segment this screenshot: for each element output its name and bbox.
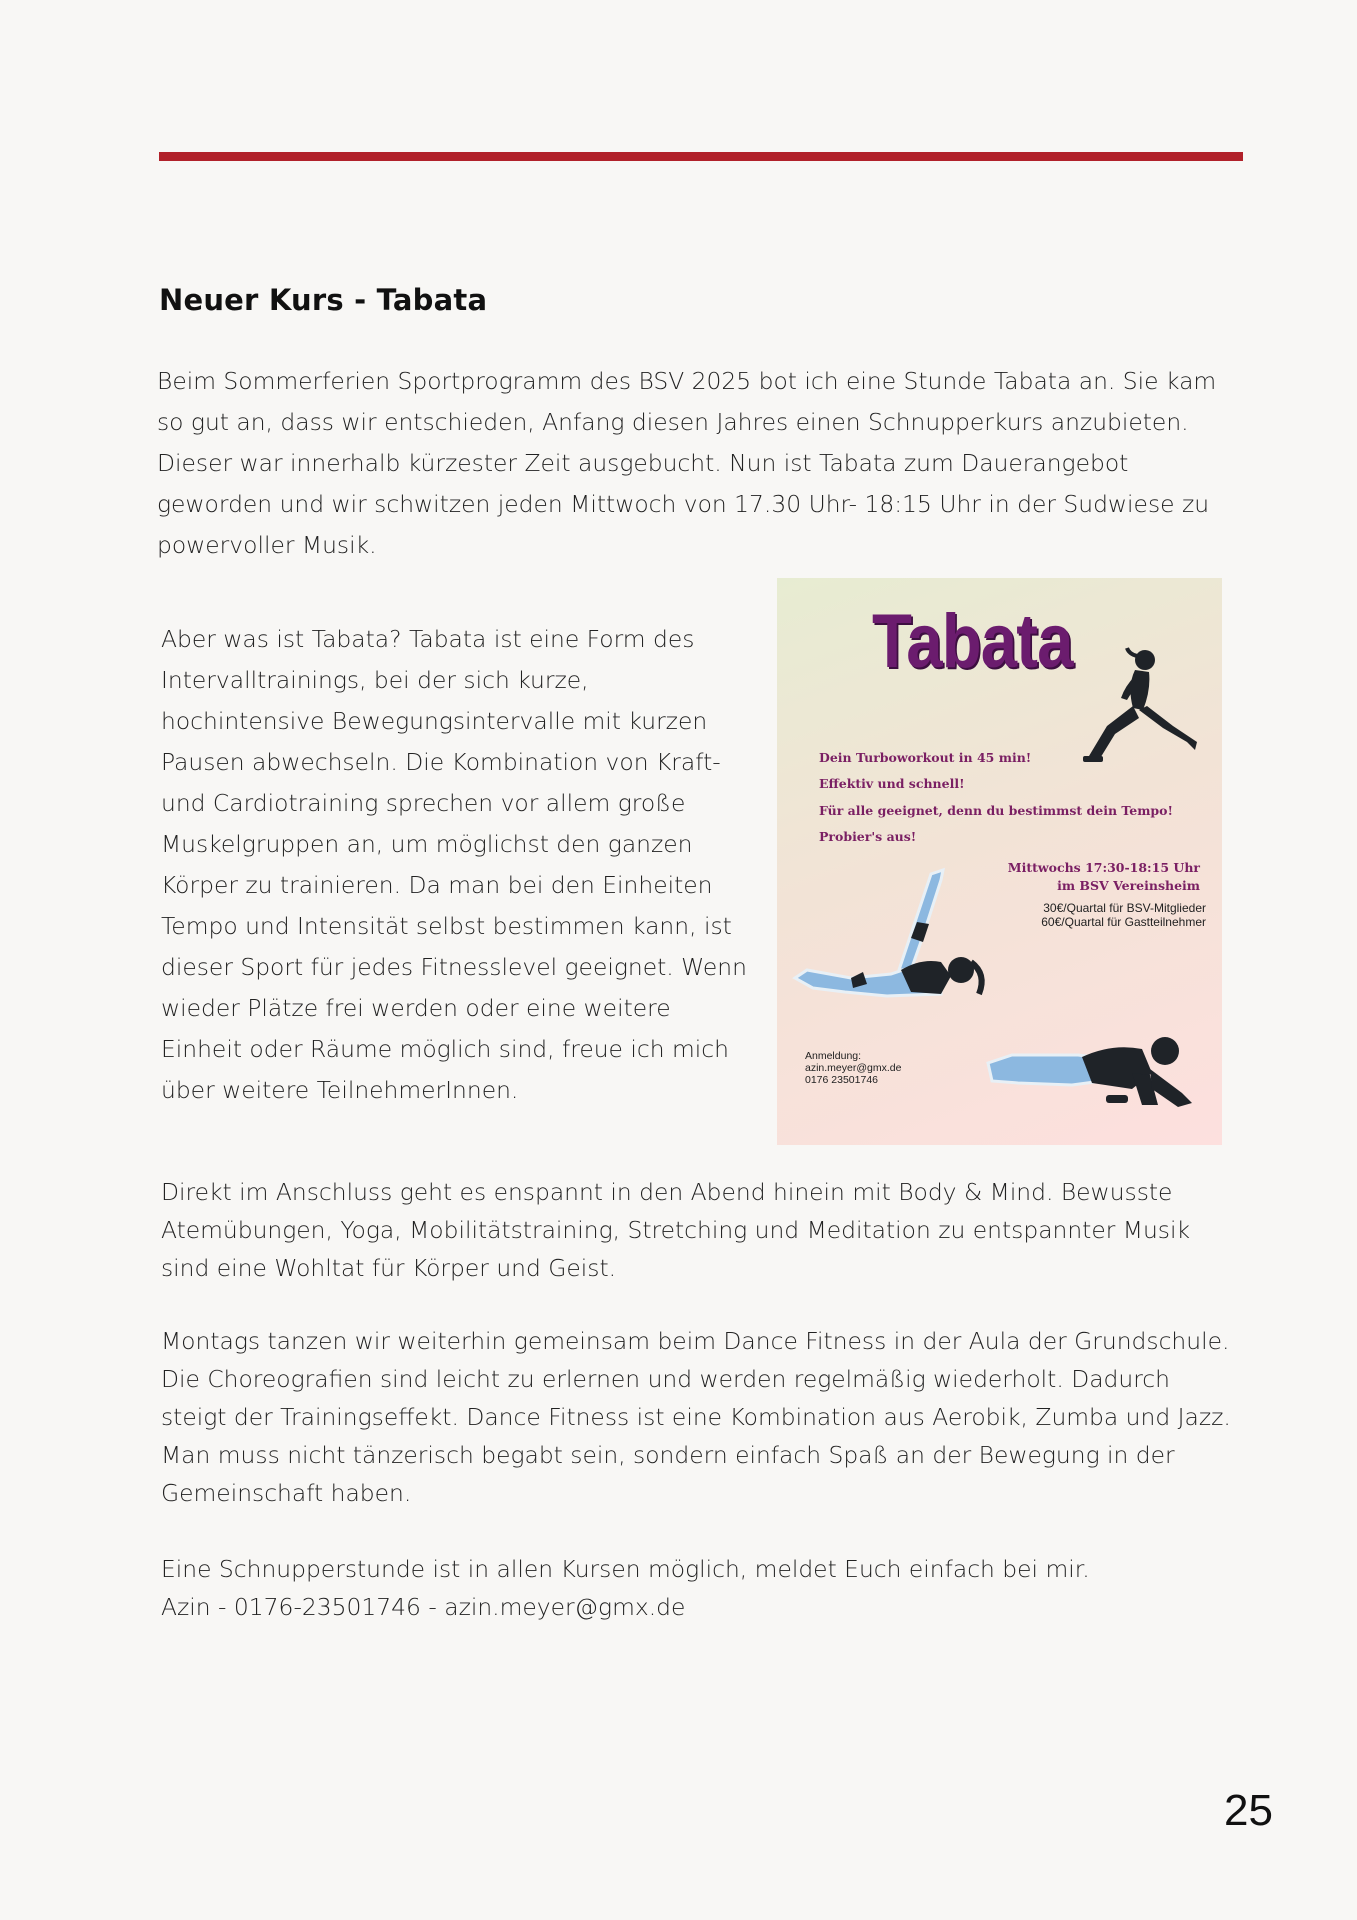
header-rule (159, 152, 1243, 161)
plank-figure-icon (982, 1033, 1207, 1123)
poster-tagline: Dein Turboworkout in 45 min! (819, 750, 1032, 765)
article-heading: Neuer Kurs - Tabata (159, 283, 488, 317)
leg-raise-figure-icon (791, 866, 1011, 1001)
body-mind-paragraph: Direkt im Anschluss geht es enspannt in den Abend hinein mit Body & Mind. Bewusste Atemübungen, Yoga, Mobilitätstraining, Stretching und Meditation zu entspannter Musik sind eine Wohltat für Körper und Geist. (161, 1178, 1191, 1282)
contact-paragraph (161, 1550, 1241, 1626)
poster-signup-email: azin.meyer@gmx.de (805, 1062, 902, 1074)
poster-schedule-location: im BSV Vereinsheim (1057, 878, 1200, 893)
poster-signup (805, 1050, 901, 1086)
poster-signup-phone: 0176 23501746 (805, 1074, 878, 1086)
poster-schedule (1008, 859, 1200, 895)
poster-schedule-time: Mittwochs 17:30-18:15 Uhr (1007, 860, 1200, 875)
lunge-figure-icon (1077, 646, 1207, 771)
tabata-poster (777, 578, 1222, 1145)
contact-details: Azin - 0176-23501746 - azin.meyer@gmx.de (161, 1593, 686, 1621)
poster-price-guests: 60€/Quartal für Gastteilnehmer (1041, 915, 1206, 929)
poster-tagline: Für alle geeignet, denn du bestimmst dein Tempo! (819, 803, 1173, 818)
tabata-description-paragraph: Aber was ist Tabata? Tabata ist eine Form des Intervalltrainings, bei der sich kurze, hochintensive Bewegungsintervalle mit kurzen Pausen abwechseln. Die Kombination von Kraft- und Cardiotraining sprechen vor allem große Muskelgruppen an, um möglichst den ganzen Körper zu trainieren. Da man bei den Einheiten Tempo und Intensität selbst bestimmen kann, ist dieser Sport für jedes Fitnesslevel geeignet. Wenn wieder Plätze frei werden oder eine weitere Einheit oder Räume möglich sind, freue ich mich über weitere TeilnehmerInnen. (161, 625, 747, 1104)
dance-fitness-paragraph: Montags tanzen wir weiterhin gemeinsam beim Dance Fitness in der Aula der Grundschule. Die Choreografien sind leicht zu erlernen und werden regelmäßig wiederholt. Dadurch steigt der Trainingseffekt. Dance Fitness ist eine Kombination aus Aerobik, Zumba und Jazz. Man muss nicht tänzerisch begabt sein, sondern einfach Spaß an der Bewegung in der Gemeinschaft haben. (161, 1327, 1231, 1507)
poster-signup-label: Anmeldung: (805, 1050, 862, 1062)
contact-invitation: Eine Schnupperstunde ist in allen Kursen möglich, meldet Euch einfach bei mir. (161, 1555, 1090, 1583)
page-number: 25 (1224, 1786, 1273, 1835)
poster-tagline: Probier's aus! (819, 829, 917, 844)
poster-price-members: 30€/Quartal für BSV-Mitglieder (1043, 901, 1206, 915)
poster-prices (1041, 901, 1206, 929)
poster-title: Tabata (872, 599, 1073, 684)
intro-paragraph: Beim Sommerferien Sportprogramm des BSV 2025 bot ich eine Stunde Tabata an. Sie kam so gut an, dass wir entschieden, Anfang diesen Jahres einen Schnupperkurs anzubieten. Dieser war innerhalb kürzester Zeit ausgebucht. Nun ist Tabata zum Dauerangebot geworden und wir schwitzen jeden Mittwoch von 17.30 Uhr- 18:15 Uhr in der Sudwiese zu powervoller Musik. (157, 367, 1217, 559)
poster-tagline: Effektiv und schnell! (819, 776, 965, 791)
